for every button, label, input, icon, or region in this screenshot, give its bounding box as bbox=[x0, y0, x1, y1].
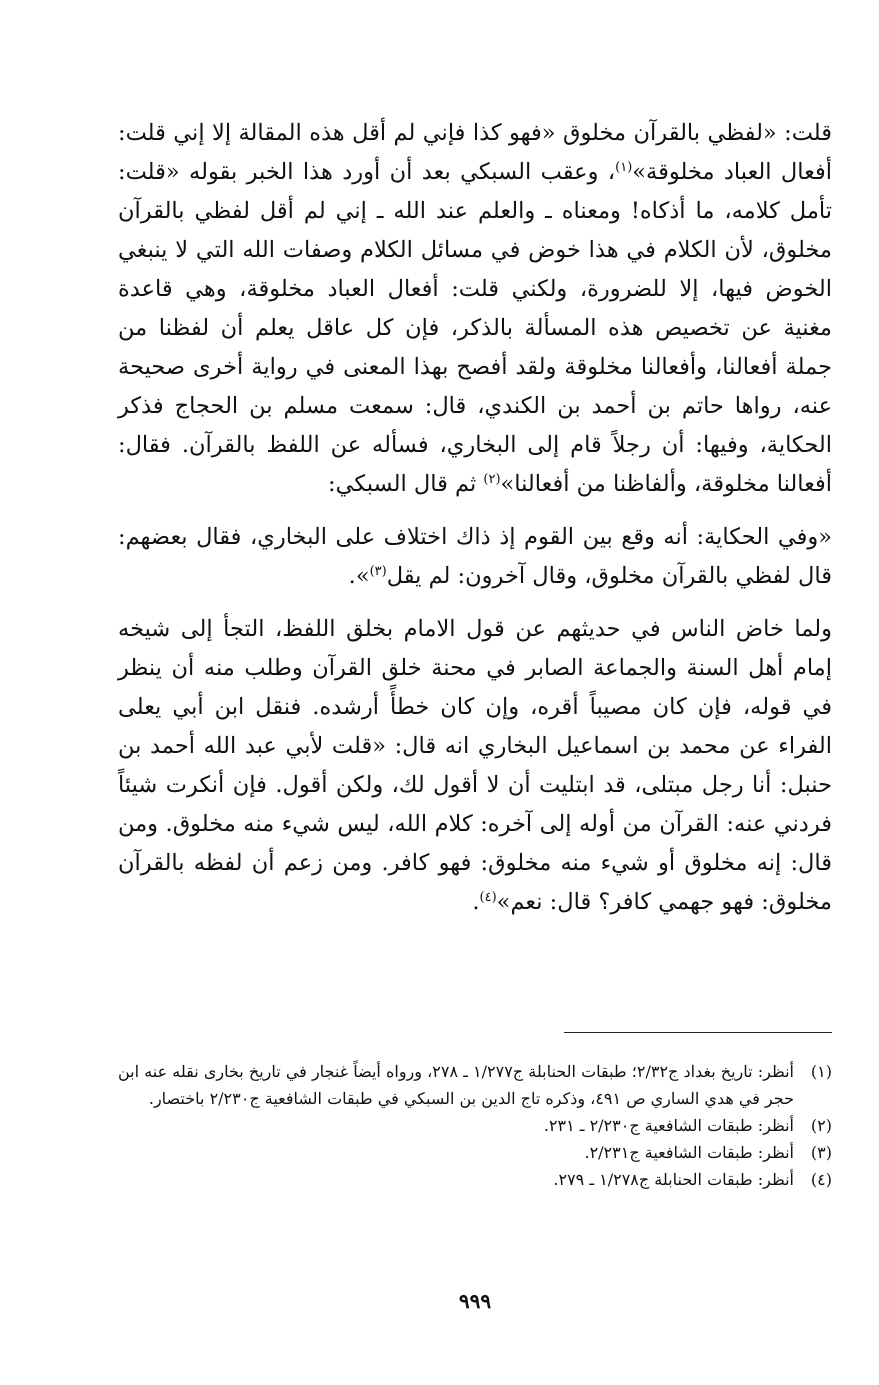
footnote bbox=[118, 1139, 832, 1166]
paragraph-text: ولما خاض الناس في حديثهم عن قول الامام بخلق اللفظ، التجأ إلى شيخه إمام أهل السنة والجماعة الصابر في محنة خلق القرآن وطلب منه أن ينظر في قوله، فإن كان مصيباً أقره، وإن كان خطأً أرشده. فنقل ابن أبي يعلى الفراء عن محمد بن اسماعيل البخاري انه قال: «قلت لأبي عبد الله أحمد بن حنبل: أنا رجل مبتلى، قد ابتليت أن لا أقول لك، ولكن أقول. فإن أنكرت شيئاً فردني عنه: القرآن من أوله إلى آخره: كلام الله، ليس شيء منه مخلوق. ومن قال: إنه مخلوق أو شيء منه مخلوق: فهو كافر. ومن زعم أن لفظه بالقرآن مخلوق: فهو جهمي كافر؟ قال: نعم» bbox=[118, 616, 832, 915]
footnotes bbox=[118, 1058, 832, 1193]
paragraph-text: قلت: «لفظي بالقرآن مخلوق «فهو كذا فإني لم أقل هذه المقالة إلا إني قلت: أفعال العباد مخلوقة» bbox=[118, 120, 832, 185]
footnote bbox=[118, 1166, 832, 1193]
footnote bbox=[118, 1058, 832, 1112]
page bbox=[118, 114, 832, 1334]
footnote-separator bbox=[564, 1032, 832, 1033]
footnote-ref: (٢) bbox=[483, 472, 501, 487]
footnote-text: أنظر: طبقات الشافعية ج٢/٢٣١. bbox=[584, 1143, 794, 1162]
body-paragraph bbox=[118, 610, 832, 922]
body-paragraph bbox=[118, 114, 832, 504]
footnote-text: أنظر: طبقات الحنابلة ج١/٢٧٨ ـ ٢٧٩. bbox=[553, 1170, 794, 1189]
paragraph-text: ». bbox=[348, 563, 370, 589]
footnote bbox=[118, 1112, 832, 1139]
paragraph-text: ثم قال السبكي: bbox=[327, 471, 484, 497]
footnote-ref: (٤) bbox=[479, 890, 497, 905]
paragraph-text: «وفي الحكاية: أنه وقع بين القوم إذ ذاك اختلاف على البخاري، فقال بعضهم: قال لفظي بالقرآن مخلوق، وقال آخرون: لم يقل bbox=[118, 524, 832, 589]
footnote-ref: (١) bbox=[615, 160, 633, 175]
paragraph-text: . bbox=[472, 889, 480, 915]
footnote-ref: (٣) bbox=[369, 564, 387, 579]
footnote-number: (٤) bbox=[810, 1170, 832, 1189]
body-paragraph bbox=[118, 518, 832, 596]
footnote-number: (٣) bbox=[810, 1143, 832, 1162]
paragraph-text: ، وعقب السبكي بعد أن أورد هذا الخبر بقوله «قلت: تأمل كلامه، ما أذكاه! ومعناه ـ والعلم عند الله ـ إني لم أقل لفظي بالقرآن مخلوق، لأن الكلام في هذا خوض في مسائل الكلام وصفات الله التي لا ينبغي الخوض فيها، إلا للضرورة، ولكني قلت: أفعال العباد مخلوقة، وهي قاعدة مغنية عن تخصيص هذه المسألة بالذكر، فإن كل عاقل يعلم أن لفظنا من جملة أفعالنا، وأفعالنا مخلوقة ولقد أفصح بهذا المعنى في رواية أخرى صحيحة عنه، رواها حاتم بن أحمد بن الكندي، قال: سمعت مسلم بن الحجاج فذكر الحكاية، وفيها: أن رجلاً قام إلى البخاري، فسأله عن اللفظ بالقرآن. فقال: أفعالنا مخلوقة، وألفاظنا من أفعالنا» bbox=[118, 159, 832, 497]
footnote-text: أنظر: طبقات الشافعية ج٢/٢٣٠ ـ ٢٣١. bbox=[543, 1116, 794, 1135]
page-number: ٩٩٩ bbox=[458, 1289, 492, 1313]
footnote-text: أنظر: تاريخ بغداد ج٢/٣٢؛ طبقات الحنابلة ج١/٢٧٧ ـ ٢٧٨، ورواه أيضاً غنجار في تاريخ بخارى نقله عنه ابن حجر في هدي الساري ص ٤٩١، وذكره تاج الدين بن السبكي في طبقات الشافعية ج٢/٢٣٠ باختصار. bbox=[118, 1062, 794, 1108]
footnote-number: (٢) bbox=[810, 1116, 832, 1135]
footnote-number: (١) bbox=[810, 1062, 832, 1081]
